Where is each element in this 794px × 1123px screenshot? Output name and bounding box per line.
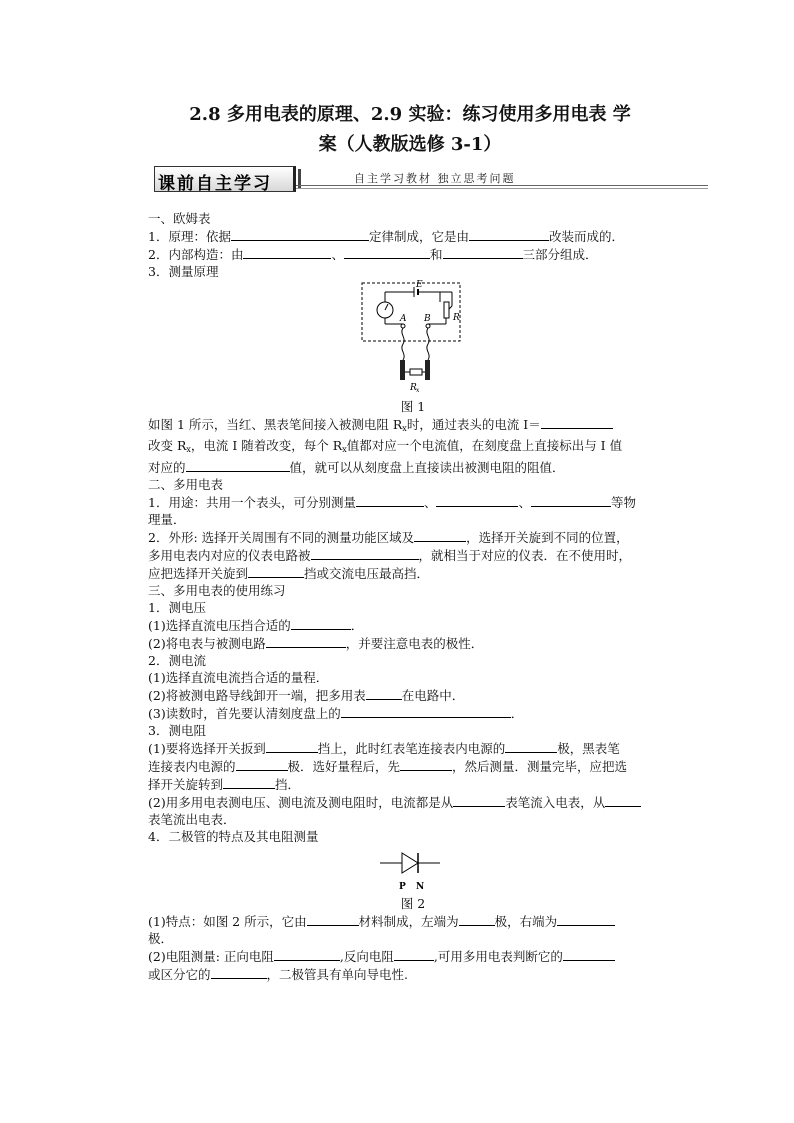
blank[interactable] <box>563 947 615 961</box>
figure-1-caption: 图 1 <box>400 399 426 414</box>
terminal-B <box>426 324 430 328</box>
banner-rule-2 <box>296 188 708 189</box>
s3-d1-cont: 极． <box>148 931 174 946</box>
title-line-2: 案（人教版选修 3-1） <box>318 134 502 155</box>
s2-item1: 1．用途：共用一个表头，可分别测量 、 、 等物 <box>148 495 637 510</box>
s3-voltage-heading: 1．测电压 <box>148 600 206 615</box>
blank[interactable] <box>400 757 452 771</box>
blank[interactable] <box>243 245 331 259</box>
blank[interactable] <box>605 793 641 807</box>
s3-r1-cont: 连接表内电源的 极．选好量程后，先 ，然后测量．测量完毕，应把选 <box>148 759 628 774</box>
probe-red <box>400 360 405 380</box>
ohmmeter-circuit-diagram <box>148 280 678 398</box>
resistor-Rx <box>410 369 422 375</box>
blank[interactable] <box>266 739 318 753</box>
blank[interactable] <box>436 493 518 507</box>
s1-item1: 1．原理：依据 定律制成，它是由 改装而成的． <box>148 229 624 244</box>
label-Rx-sub: x <box>416 387 420 394</box>
blank[interactable] <box>469 227 549 241</box>
document-title <box>140 100 680 160</box>
s3-r1: (1)要将选择开关扳到 挡上，此时红表笔连接表内电源的 极，黑表笔 <box>148 741 620 756</box>
label-R: R <box>453 313 460 323</box>
s3-r2-cont: 表笔流出电表． <box>148 812 236 827</box>
blank[interactable] <box>505 739 557 753</box>
s3-current-heading: 2．测电流 <box>148 653 206 668</box>
s1-para-1: 如图 1 所示，当红、黑表笔间接入被测电阻 $R_x$时，通过表头的电流 I＝ <box>148 415 678 437</box>
s1-item2: 2．内部构造：由 、 和 三部分组成． <box>148 247 598 262</box>
blank[interactable] <box>223 775 275 789</box>
section-banner <box>146 166 706 192</box>
label-P: P <box>399 882 406 892</box>
s3-i3: (3)读数时，首先要认清刻度盘上的 ． <box>148 706 524 721</box>
blank[interactable] <box>453 793 505 807</box>
s3-v1: (1)选择直流电压挡合适的 ． <box>148 618 364 633</box>
s3-v2: (2)将电表与被测电路 ，并要注意电表的极性． <box>148 636 484 651</box>
diode-triangle <box>402 853 418 873</box>
blank[interactable] <box>248 564 304 578</box>
banner-label: 课前自主学习 <box>158 174 272 194</box>
s3-resistance-heading: 3．测电阻 <box>148 723 206 738</box>
blank[interactable] <box>344 245 430 259</box>
content <box>148 210 678 983</box>
blank[interactable] <box>266 634 346 648</box>
terminal-A <box>401 324 405 328</box>
label-B: B <box>424 314 431 324</box>
blank[interactable] <box>341 704 511 718</box>
label-N: N <box>416 882 425 892</box>
s3-r2: (2)用多用电表测电压、测电流及测电阻时，电流都是从 表笔流入电表，从 <box>148 793 678 811</box>
blank[interactable] <box>541 415 613 429</box>
s3-i2: (2)将被测电路导线卸开一端，把多用表 在电路中． <box>148 688 465 703</box>
blank[interactable] <box>307 912 359 926</box>
blank[interactable] <box>356 493 424 507</box>
banner-divider <box>298 169 301 189</box>
s3-d2-cont: 或区分它的 ，二极管具有单向导电性. <box>148 967 408 982</box>
probe-black <box>425 360 430 380</box>
s3-d1: (1)特点：如图 2 所示，它由 材料制成，左端为 极，右端为 <box>148 912 678 930</box>
label-A: A <box>400 314 407 324</box>
s3-d2: (2)电阻测量: 正向电阻 ,反向电阻 ,可用多用电表判断它的 <box>148 947 678 965</box>
s2-item1-cont: 理量． <box>148 512 186 527</box>
label-E: E <box>416 280 423 290</box>
s3-i1: (1)选择直流电流挡合适的量程． <box>148 670 329 685</box>
s2-item2: 2．外形: 选择开关周围有不同的测量功能区域及 ，选择开关旋到不同的位置， <box>148 530 629 545</box>
section3-heading: 三、多用电表的使用练习 <box>148 583 286 598</box>
blank[interactable] <box>414 528 466 542</box>
blank[interactable] <box>311 546 419 560</box>
blank[interactable] <box>443 245 523 259</box>
lead-wire-red <box>402 328 404 360</box>
section1-heading: 一、欧姆表 <box>148 211 211 226</box>
lead-wire-black <box>427 328 429 360</box>
s3-diode-heading: 4．二极管的特点及其电阻测量 <box>148 829 319 844</box>
blank[interactable] <box>557 912 615 926</box>
s1-item3: 3．测量原理 <box>148 264 219 279</box>
blank[interactable] <box>274 947 340 961</box>
blank[interactable] <box>231 227 369 241</box>
diode-diagram <box>148 845 678 895</box>
blank[interactable] <box>186 458 290 472</box>
section2-heading: 二、多用电表 <box>148 477 224 492</box>
blank[interactable] <box>211 965 267 979</box>
blank[interactable] <box>236 757 288 771</box>
s2-item2-cont2: 应把选择开关旋到 挡或交流电压最高挡． <box>148 566 430 581</box>
blank[interactable] <box>531 493 611 507</box>
blank[interactable] <box>459 912 495 926</box>
s2-item2-cont: 多用电表内对应的仪表电路被 ，就相当于对应的仪表．在不使用时， <box>148 548 632 563</box>
figure-2 <box>148 845 678 895</box>
label-Rx: R <box>410 383 417 393</box>
blank[interactable] <box>394 947 434 961</box>
s1-para-2: 改变 $R_x$，电流 I 随着改变，每个 $R_x$值都对应一个电流值，在刻度盘上直接标出与 I 值 <box>148 438 623 454</box>
banner-tagline: 自主学习教材 独立思考问题 <box>354 172 516 185</box>
figure-1 <box>148 280 678 398</box>
title-line-1: 2.8 多用电表的原理、2.9 实验：练习使用多用电表 学 <box>189 104 631 125</box>
blank[interactable] <box>366 686 402 700</box>
figure-2-caption: 图 2 <box>400 896 426 911</box>
s1-para-3: 对应的 值，就可以从刻度盘上直接读出被测电阻的阻值． <box>148 460 565 475</box>
blank[interactable] <box>291 616 351 630</box>
variable-resistor <box>444 302 449 318</box>
s3-r1-cont2: 择开关旋转到 挡． <box>148 777 301 792</box>
